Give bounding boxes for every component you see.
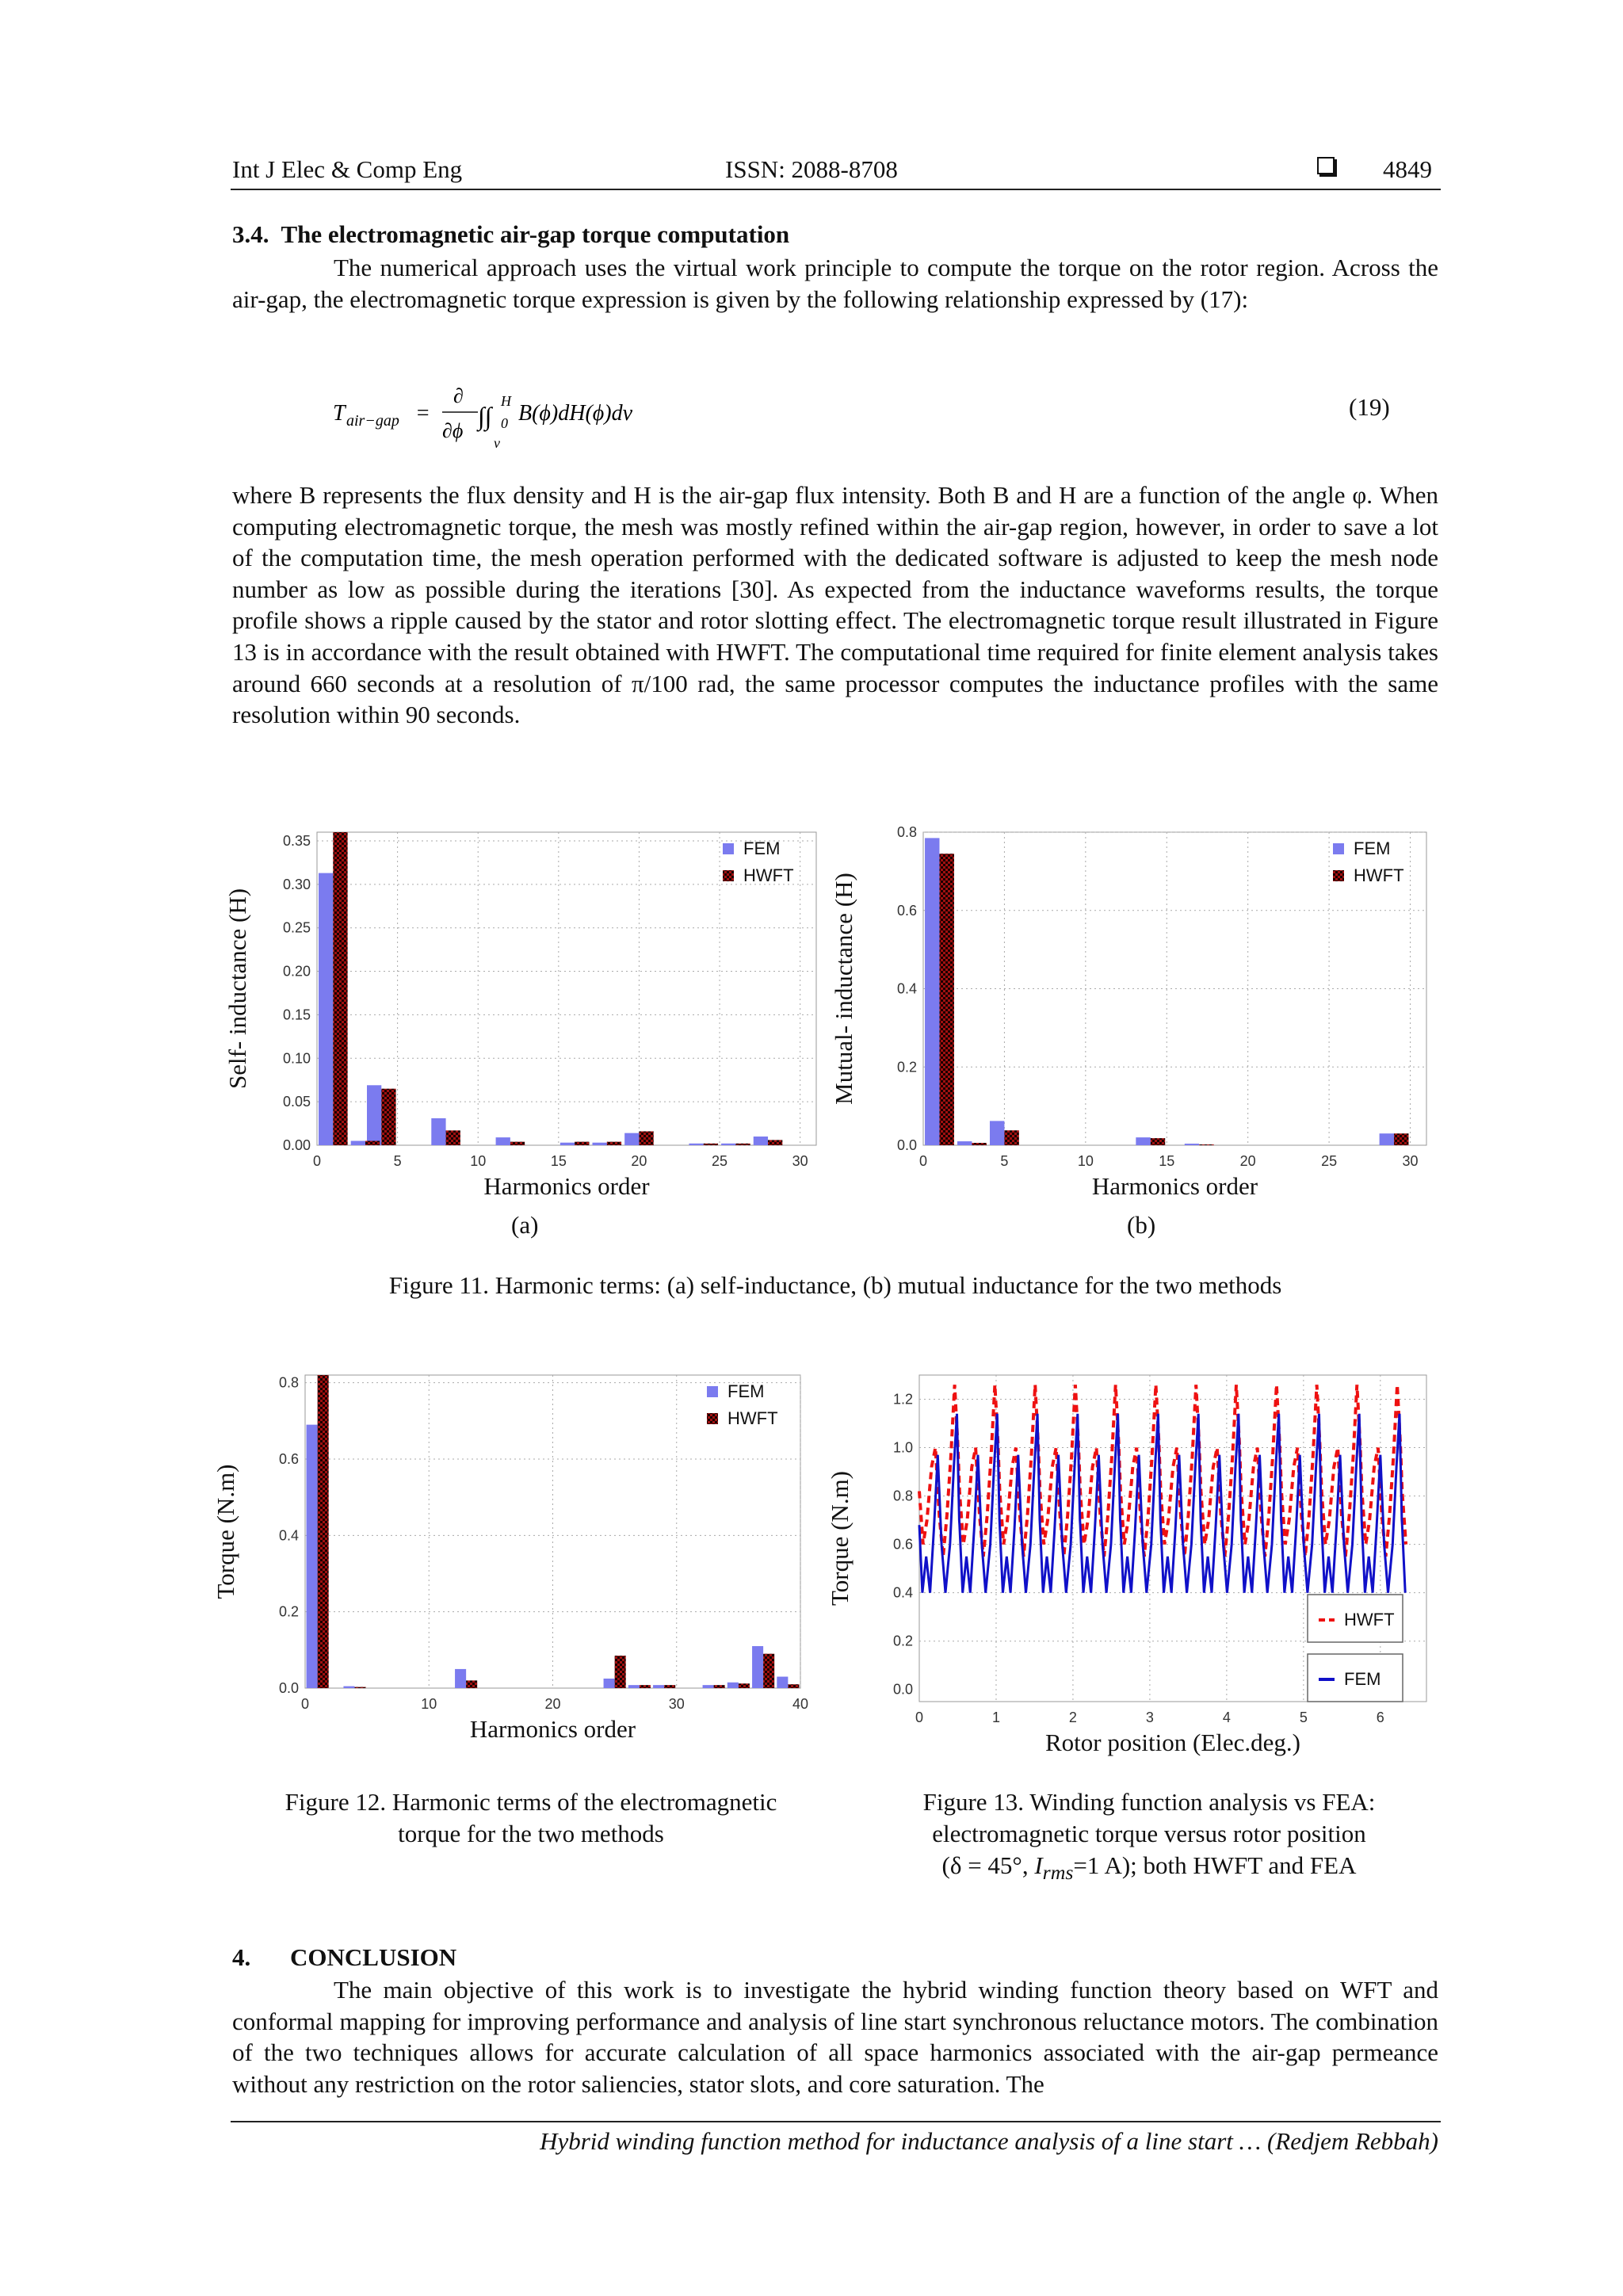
fig11b-bar-hwft	[1394, 1133, 1408, 1145]
fig11a-bar-hwft	[510, 1142, 525, 1145]
torque-equation	[333, 372, 713, 452]
fig11b-x-axis-label: Harmonics order	[1091, 1172, 1258, 1200]
fig11b-bar-fem	[1136, 1137, 1150, 1145]
fig11b-bar-fem	[925, 838, 939, 1145]
figure-11-caption: Figure 11. Harmonic terms: (a) self-inductance, (b) mutual inductance for the two methods	[388, 1271, 1282, 1299]
fig12-x-tick-label: 40	[792, 1696, 809, 1712]
fig11b-bar-fem	[990, 1121, 1004, 1145]
fig11a-bar-hwft	[768, 1140, 782, 1145]
fig11a-bar-hwft	[365, 1141, 380, 1145]
fig12-bar-hwft	[664, 1685, 675, 1688]
fig11a-legend-hwft-label: HWFT	[743, 865, 794, 885]
fig12-x-tick-label: 10	[421, 1696, 437, 1712]
fig11b-legend-fem-label: FEM	[1354, 839, 1391, 858]
fig12-y-tick-label: 0.6	[278, 1450, 299, 1467]
fig12-bar-fem	[628, 1685, 640, 1688]
fig11b-bar-hwft	[1004, 1130, 1018, 1145]
svg-text:∂ϕ: ∂ϕ	[442, 419, 464, 442]
fig11a-x-tick-label: 25	[712, 1153, 728, 1169]
fig11b-bar-fem	[1185, 1144, 1199, 1145]
fig13-y-tick-label: 0.8	[892, 1488, 913, 1504]
fig11a-bar-hwft	[446, 1130, 460, 1145]
fig12-bar-fem	[703, 1685, 714, 1688]
fig11a-bar-fem	[351, 1141, 365, 1145]
fig13-legend-label-hwft: HWFT	[1344, 1610, 1395, 1629]
fig11a-bar-hwft	[575, 1142, 589, 1145]
fig11b-bar-fem	[957, 1141, 972, 1145]
fig11a-bar-fem	[560, 1143, 575, 1145]
fig11a-bar-hwft	[333, 832, 347, 1145]
svg-text:∫∫: ∫∫	[478, 402, 492, 430]
fig13-x-tick-label: 1	[991, 1710, 1000, 1725]
fig13-y-tick-label: 1.0	[892, 1439, 913, 1456]
paragraph-intro: The numerical approach uses the virtual work principle to compute the torque on the rotor region. Across the air-gap, the electromagnetic torque expression is given by the following relationship expressed by (17):	[232, 254, 1438, 313]
section-heading-conclusion: 4. CONCLUSION	[232, 1943, 457, 1971]
fig11a-legend-hwft-swatch	[723, 870, 734, 881]
fig11a-y-tick-label: 0.00	[282, 1137, 311, 1153]
fig11a-y-axis-label: Self- inductance (H)	[223, 888, 251, 1090]
fig13-plot-area	[919, 1375, 1426, 1702]
fig11b-chart	[830, 816, 1450, 1221]
fig11a-y-tick-label: 0.05	[282, 1094, 311, 1110]
fig11b-x-tick-label: 25	[1321, 1153, 1338, 1169]
fig11a-legend-fem-label: FEM	[743, 839, 781, 858]
fig11a-y-tick-label: 0.25	[282, 919, 311, 936]
fig12-bar-fem	[604, 1679, 615, 1688]
fig12-bar-hwft	[466, 1680, 477, 1688]
fig11a-x-axis-label: Harmonics order	[483, 1172, 650, 1200]
figure-12-caption: Figure 12. Harmonic terms of the electromagnetic torque for the two methods	[285, 1788, 777, 1847]
figure-11b	[830, 816, 1450, 1221]
svg-text:=: =	[415, 401, 430, 426]
fig11a-bar-fem	[754, 1137, 768, 1145]
fig12-legend-hwft-swatch	[707, 1413, 718, 1424]
fig11b-y-tick-label: 0.0	[896, 1137, 917, 1153]
fig12-bar-hwft	[615, 1656, 626, 1688]
fig13-y-tick-label: 1.2	[892, 1391, 913, 1408]
fig11b-bar-hwft	[939, 854, 953, 1145]
fig13-x-tick-label: 5	[1299, 1710, 1308, 1725]
fig13-x-tick-label: 3	[1145, 1710, 1154, 1725]
fig12-bar-fem	[752, 1646, 763, 1688]
fig11a-bar-hwft	[607, 1142, 621, 1145]
fig11b-legend-hwft-label: HWFT	[1354, 865, 1404, 885]
figure-11b-label: (b)	[1127, 1211, 1156, 1239]
fig11a-bar-hwft	[735, 1144, 750, 1145]
fig11b-bar-hwft	[972, 1143, 986, 1145]
fig11a-bar-fem	[496, 1137, 510, 1145]
page-number: 4849	[1383, 155, 1432, 183]
paragraph-discussion: where B represents the flux density and H is the air-gap flux intensity. Both B and H are a function of the angle φ. When computing electromagnetic torque, the mesh was mostly refined within the air-gap region, however, in order to save a lot of the computation time, the mesh operation performed with the dedicated software is adjusted to keep the mesh node number as low as possible during the iterations [30]. As expected from the inductance waveforms results, the torque profile shows a ripple caused by the stator and rotor slotting effect. The electromagnetic torque result illustrated in Figure 13 is in accordance with the result obtained with HWFT. The computational time required for finite element analysis takes around 660 seconds at a resolution of π/100 rad, the same processor computes the inductance profiles with the same resolution within 90 seconds.	[232, 481, 1438, 729]
fig11a-bar-fem	[367, 1085, 381, 1145]
fig12-legend-fem-label: FEM	[727, 1381, 765, 1401]
journal-name: Int J Elec & Comp Eng	[232, 155, 463, 183]
fig12-y-tick-label: 0.2	[278, 1603, 299, 1620]
fig11a-x-tick-label: 20	[631, 1153, 647, 1169]
fig12-bar-hwft	[714, 1685, 725, 1688]
fig11a-x-tick-label: 30	[792, 1153, 808, 1169]
fig13-x-tick-label: 0	[915, 1710, 924, 1725]
fig13-y-axis-label: Torque (N.m)	[826, 1470, 854, 1606]
fig12-plot-area	[305, 1375, 800, 1688]
svg-text:∂: ∂	[453, 384, 464, 407]
fig11b-y-tick-label: 0.8	[896, 824, 917, 840]
fig11a-y-tick-label: 0.10	[282, 1050, 311, 1067]
issn: ISSN: 2088-8708	[725, 155, 898, 183]
fig12-bar-fem	[727, 1683, 739, 1688]
fig11b-x-tick-label: 30	[1402, 1153, 1419, 1169]
fig12-legend-hwft-label: HWFT	[727, 1408, 778, 1428]
fig12-x-axis-label: Harmonics order	[469, 1715, 636, 1743]
fig13-x-tick-label: 4	[1222, 1710, 1231, 1725]
fig11a-y-tick-label: 0.35	[282, 832, 311, 849]
fig12-bar-fem	[777, 1677, 788, 1688]
fig13-y-tick-label: 0.0	[892, 1681, 913, 1698]
fig12-y-tick-label: 0.8	[278, 1374, 299, 1391]
fig12-bar-fem	[307, 1425, 318, 1688]
fig11a-y-tick-label: 0.30	[282, 876, 311, 892]
fig11a-x-tick-label: 10	[470, 1153, 487, 1169]
fig12-legend-fem-swatch	[707, 1386, 718, 1397]
fig13-legend-label-fem: FEM	[1344, 1669, 1381, 1689]
fig13-x-tick-label: 2	[1068, 1710, 1077, 1725]
fig11a-x-tick-label: 0	[312, 1153, 322, 1169]
checkbox-icon	[1317, 157, 1335, 174]
fig12-bar-fem	[455, 1669, 466, 1688]
fig12-x-tick-label: 20	[544, 1696, 561, 1712]
figure-12	[212, 1359, 832, 1763]
fig11b-y-tick-label: 0.2	[896, 1059, 917, 1075]
svg-text:T: T	[333, 401, 346, 426]
fig13-y-tick-label: 0.2	[892, 1633, 913, 1649]
fig12-bar-hwft	[763, 1654, 774, 1688]
paragraph-conclusion: The main objective of this work is to investigate the hybrid winding function theory based on WFT and conformal mapping for improving performance and analysis of line start synchronous reluctance motors. The combination of the two techniques allows for accurate calculation of all space harmonics associated with the air-gap permeance without any restriction on the rotor saliencies, stator slots, and core saturation. The	[232, 1976, 1438, 2098]
svg-text:H: H	[501, 393, 511, 409]
fig11b-y-tick-label: 0.6	[896, 902, 917, 919]
fig12-bar-hwft	[318, 1375, 329, 1688]
fig12-x-tick-label: 0	[300, 1696, 310, 1712]
fig12-bar-fem	[343, 1687, 354, 1688]
fig11b-y-tick-label: 0.4	[896, 980, 917, 997]
fig11a-bar-fem	[319, 873, 333, 1145]
fig11a-bar-hwft	[381, 1089, 395, 1145]
fig12-bar-hwft	[788, 1684, 799, 1688]
fig11a-bar-fem	[689, 1144, 703, 1145]
fig13-x-tick-label: 6	[1376, 1710, 1384, 1725]
figure-13-caption: Figure 13. Winding function analysis vs FEA: electromagnetic torque versus rotor position (δ = 45°, $I_{rms}=1$ A); both HWFT and FEA	[922, 1788, 1376, 1885]
fig11b-x-tick-label: 15	[1159, 1153, 1175, 1169]
fig11b-legend-fem-swatch	[1333, 843, 1344, 854]
fig11a-y-tick-label: 0.20	[282, 963, 311, 980]
fig12-y-tick-label: 0.0	[278, 1680, 299, 1696]
fig13-x-axis-label: Rotor position (Elec.deg.)	[1045, 1729, 1300, 1756]
fig11b-bar-fem	[1380, 1133, 1394, 1145]
fig11a-bar-fem	[721, 1144, 735, 1145]
fig12-x-tick-label: 30	[668, 1696, 685, 1712]
fig11b-x-tick-label: 5	[1000, 1153, 1009, 1169]
fig12-chart	[212, 1359, 832, 1763]
fig11a-bar-hwft	[704, 1144, 718, 1145]
fig12-bar-fem	[653, 1685, 664, 1688]
fig11a-bar-hwft	[639, 1131, 653, 1145]
fig12-y-axis-label: Torque (N.m)	[212, 1464, 239, 1599]
footer-rule	[231, 2121, 1441, 2122]
fig13-chart	[826, 1359, 1454, 1763]
fig12-bar-hwft	[739, 1683, 750, 1688]
fig11b-legend-hwft-swatch	[1333, 870, 1344, 881]
fig11b-x-tick-label: 10	[1077, 1153, 1094, 1169]
header-rule	[231, 189, 1441, 190]
fig11b-y-axis-label: Mutual- inductance (H)	[830, 873, 857, 1105]
figure-11a	[223, 816, 832, 1221]
fig11a-y-tick-label: 0.15	[282, 1007, 311, 1023]
fig12-bar-hwft	[355, 1687, 366, 1688]
fig13-y-tick-label: 0.6	[892, 1536, 913, 1553]
fig13-y-tick-label: 0.4	[892, 1584, 913, 1601]
fig12-y-tick-label: 0.4	[278, 1527, 299, 1544]
fig11b-plot-area	[923, 832, 1426, 1145]
fig11a-x-tick-label: 5	[393, 1153, 402, 1169]
fig11a-bar-fem	[431, 1118, 445, 1145]
fig11a-bar-fem	[593, 1143, 607, 1145]
fig11b-x-tick-label: 0	[918, 1153, 928, 1169]
fig11b-bar-hwft	[1199, 1144, 1213, 1145]
figure-11a-label: (a)	[511, 1211, 539, 1239]
fig11a-legend-fem-swatch	[723, 843, 734, 854]
section-heading-3-4: 3.4. The electromagnetic air-gap torque computation	[232, 220, 790, 248]
svg-text:B(ϕ)dH(ϕ)dv: B(ϕ)dH(ϕ)dv	[518, 401, 633, 426]
fig11b-x-tick-label: 20	[1239, 1153, 1256, 1169]
fig11a-bar-fem	[624, 1133, 639, 1145]
figure-13	[826, 1359, 1454, 1763]
svg-text:0: 0	[501, 415, 508, 431]
fig12-bar-hwft	[640, 1685, 651, 1688]
fig11a-x-tick-label: 15	[550, 1153, 567, 1169]
fig11a-chart	[223, 816, 832, 1221]
svg-text:v: v	[494, 435, 500, 451]
fig11b-bar-hwft	[1151, 1138, 1165, 1145]
equation-number: (19)	[1349, 393, 1390, 421]
footer-running-title: Hybrid winding function method for inductance analysis of a line start … (Redjem Rebbah)	[540, 2127, 1438, 2155]
svg-text:air−gap: air−gap	[346, 412, 399, 430]
